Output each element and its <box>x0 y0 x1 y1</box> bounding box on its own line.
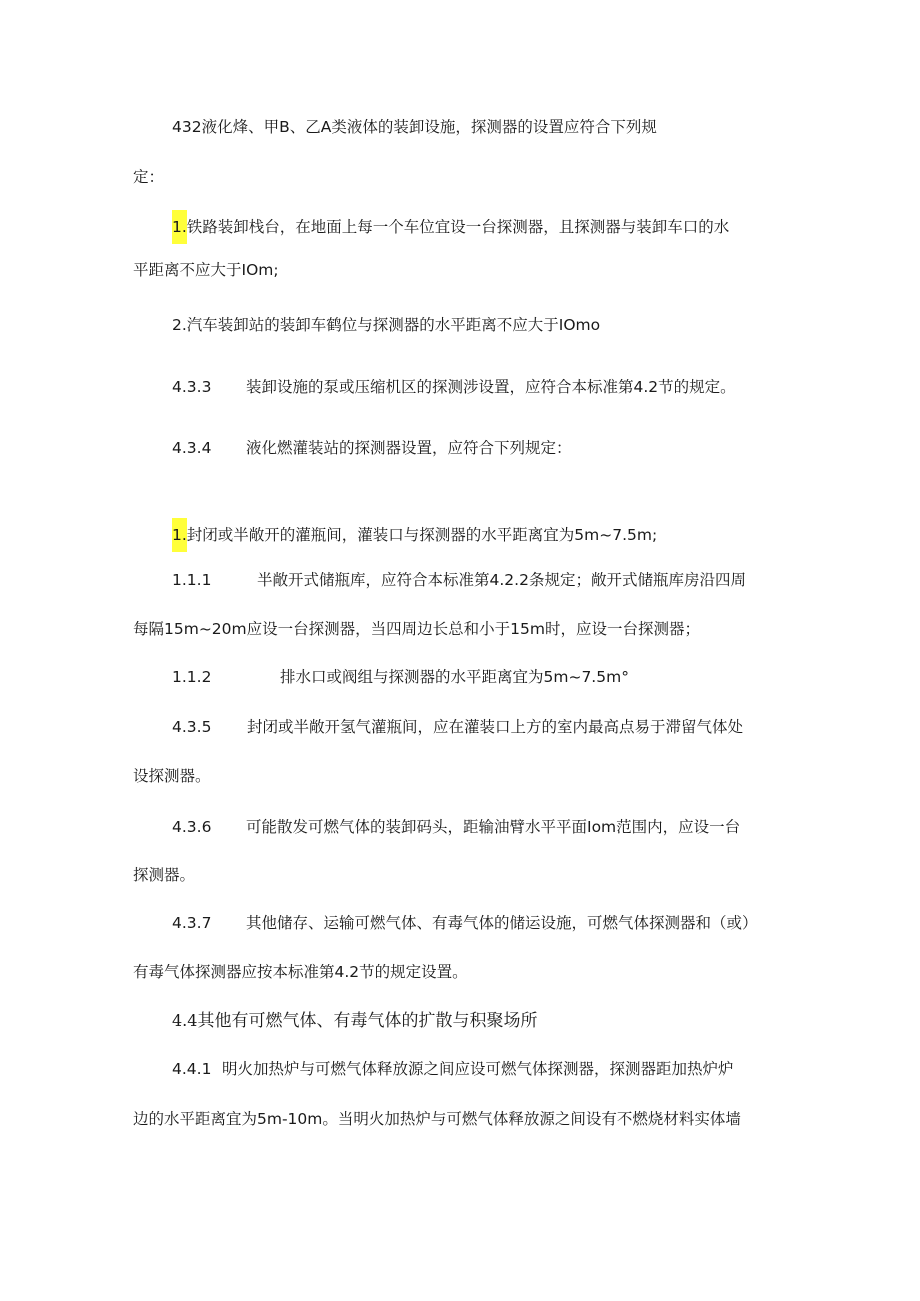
clause-4-3-6 <box>172 816 740 838</box>
clause-number: 4.3.3 <box>172 378 212 396</box>
clause-4-3-3 <box>172 376 736 398</box>
clause-text: 封闭或半敞开氢气灌瓶间，应在灌装口上方的室内最高点易于滞留气体处 <box>247 718 744 736</box>
section-title: 其他有可燃气体、有毒气体的扩散与积聚场所 <box>197 1011 538 1031</box>
item-1-railway <box>172 210 729 244</box>
clause-4-3-2-line-1: 432液化烽、甲B、乙A类液体的装卸设施，探测器的设置应符合下列规 <box>172 118 657 136</box>
item-1-railway-line-2: 平距离不应大于IOm; <box>133 261 279 279</box>
clause-text: 半敞开式储瓶库，应符合本标准第4.2.2条规定；敞开式储瓶库房沿四周 <box>257 571 746 589</box>
clause-1-1-2 <box>172 666 629 688</box>
clause-text: 可能散发可燃气体的装卸码头，距输油臂水平平面Iom范围内，应设一台 <box>246 818 741 836</box>
section-number: 4.4 <box>172 1011 198 1030</box>
clause-number: 4.3.7 <box>172 914 212 932</box>
section-heading-4-4 <box>172 1010 537 1032</box>
clause-text: 装卸设施的泵或压缩机区的探测涉设置，应符合本标准第4.2节的规定。 <box>246 378 736 396</box>
clause-4-3-7-line-2: 有毒气体探测器应按本标准第4.2节的规定设置。 <box>133 963 468 981</box>
clause-number: 4.3.4 <box>172 439 212 457</box>
item-text: 封闭或半敞开的灌瓶间，灌装口与探测器的水平距离宜为5m~7.5m; <box>186 526 658 544</box>
clause-4-3-7 <box>172 912 758 934</box>
clause-4-4-1-line-2: 边的水平距离宜为5m-10m。当明火加热炉与可燃气体释放源之间设有不燃烧材料实体墙 <box>133 1110 741 1128</box>
clause-number: 1.1.1 <box>172 571 212 589</box>
clause-number: 1.1.2 <box>172 668 212 686</box>
item-2-truck-station: 2.汽车装卸站的装卸车鹤位与探测器的水平距离不应大于IOmo <box>172 316 601 334</box>
clause-4-3-5-line-2: 设探测器。 <box>133 767 211 785</box>
clause-text: 其他储存、运输可燃气体、有毒气体的储运设施，可燃气体探测器和（或） <box>246 914 758 932</box>
clause-4-3-2-line-2: 定： <box>133 168 165 186</box>
clause-4-3-6-line-2: 探测器。 <box>133 866 196 884</box>
clause-number: 4.4.1 <box>172 1060 212 1078</box>
clause-1-1-1 <box>172 569 746 591</box>
highlighted-item-number: 1. <box>172 210 187 244</box>
clause-4-4-1 <box>172 1058 734 1080</box>
clause-number: 4.3.6 <box>172 818 212 836</box>
highlighted-item-number: 1. <box>172 518 187 552</box>
clause-text: 液化燃灌装站的探测器设置，应符合下列规定： <box>246 439 572 457</box>
clause-4-3-5 <box>172 716 743 738</box>
clause-1-1-1-line-2: 每隔15m~20m应设一台探测器，当四周边长总和小于15m时，应设一台探测器； <box>133 620 700 638</box>
clause-4-3-4 <box>172 437 572 459</box>
item-1-filling-room <box>172 518 657 552</box>
clause-number: 4.3.5 <box>172 718 212 736</box>
clause-text: 明火加热炉与可燃气体释放源之间应设可燃气体探测器，探测器距加热炉炉 <box>222 1060 734 1078</box>
clause-text: 排水口或阀组与探测器的水平距离宜为5m~7.5m° <box>280 668 629 686</box>
item-text: 铁路装卸栈台，在地面上每一个车位宜设一台探测器，且探测器与装卸车口的水 <box>186 218 730 236</box>
